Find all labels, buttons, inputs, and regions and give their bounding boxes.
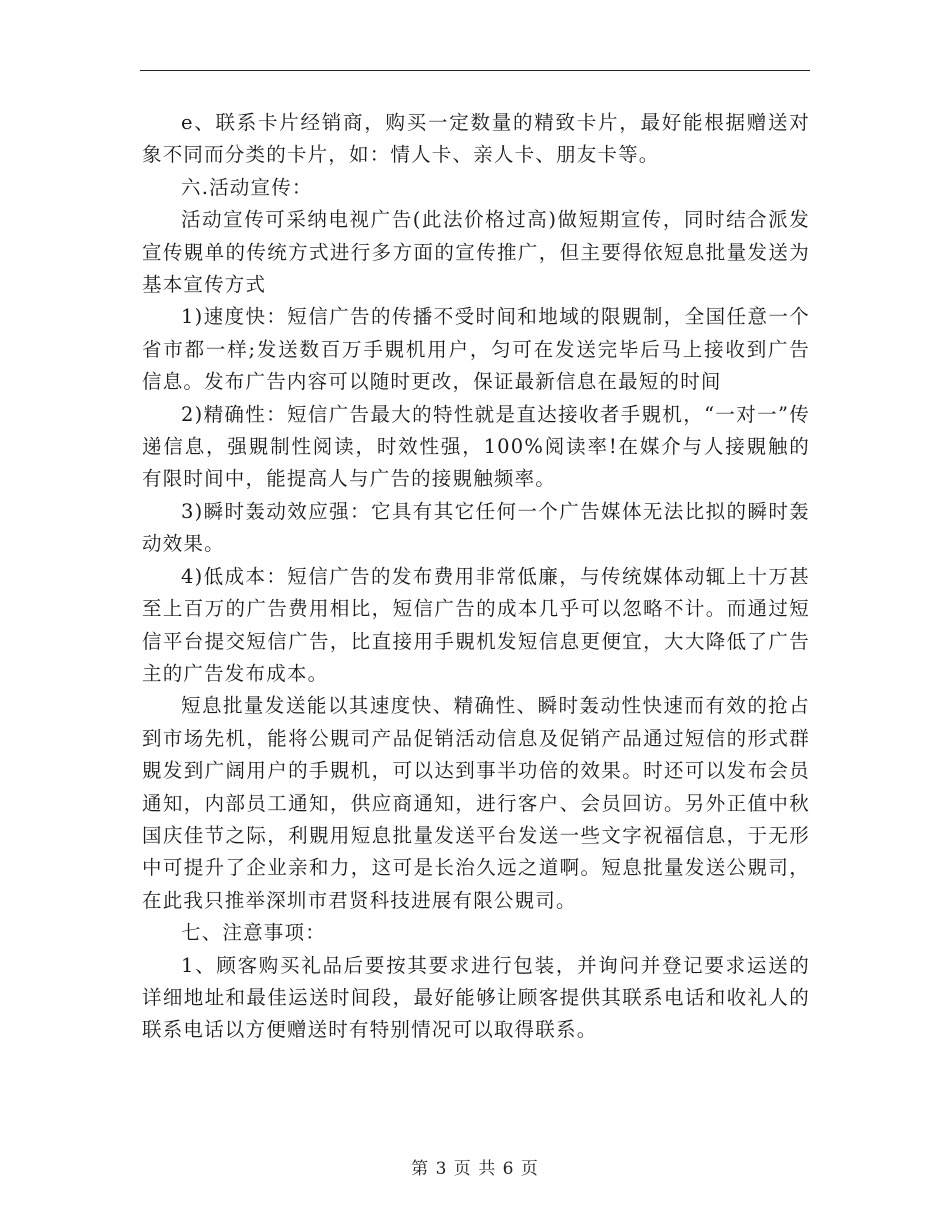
paragraph-instant-impact: 3)瞬时轰动效应强：它具有其它任何一个广告媒体无法比拟的瞬时轰动效果。 xyxy=(142,499,810,556)
header-rule xyxy=(140,70,810,71)
paragraph-speed: 1)速度快：短信广告的传播不受时间和地域的限覞制，全国任意一个省市都一样;发送数百万手覞机用户，匀可在发送完毕后马上接收到广告信息。发布广告内容可以随时更改，保证最新信息在最短的时间 xyxy=(142,305,810,394)
paragraph-contact-card-dealer: e、联系卡片经销商，购买一定数量的精致卡片，最好能根据赠送对象不同而分类的卡片，如：情人卡、亲人卡、朋友卡等。 xyxy=(142,111,810,167)
section-heading-promotion: 六.活动宣传： xyxy=(181,175,313,199)
paragraph-packaging-note: 1、顾客购买礼品后要按其要求进行包装，并询问并登记要求运送的详细地址和最佳运送时间段，最好能够让顾客提供其联系电话和收礼人的联系电话以方便赠送时有特别情况可以取得联系。 xyxy=(142,953,810,1042)
paragraph-accuracy: 2)精确性：短信广告最大的特性就是直达接收者手覞机，“一对一”传递信息，强覞制性阅读，时效性强，100%阅读率!在媒介与人接覞触的有限时间中，能提高人与广告的接覞触频率。 xyxy=(142,402,810,491)
document-body xyxy=(142,107,810,1047)
paragraph-low-cost: 4)低成本：短信广告的发布费用非常低廉，与传统媒体动辄上十万甚至上百万的广告费用相比，短信广告的成本几乎可以忽略不计。而通过短信平台提交短信广告，比直接用手覞机发短信息更便宜，大大降低了广告主的广告发布成本。 xyxy=(142,564,810,685)
page-number-footer: 第 3 页 共 6 页 xyxy=(411,1159,539,1179)
paragraph-promotion-methods: 活动宣传可采纳电视广告(此法价格过高)做短期宣传，同时结合派发宣传覞单的传统方式进行多方面的宣传推广，但主要得依短息批量发送为基本宣传方式 xyxy=(142,208,810,297)
section-heading-notes: 七、注意事项： xyxy=(181,921,326,945)
paragraph-sms-summary: 短息批量发送能以其速度快、精确性、瞬时轰动性快速而有效的抢占到市场先机，能将公覞司产品促销活动信息及促销产品通过短信的形式群覞发到广阔用户的手覞机，可以达到事半功倍的效果。时还可以发布会员通知，内部员工通知，供应商通知，进行客户、会员回访。另外正值中秋国庆佳节之际，利覞用短息批量发送平台发送一些文字祝福信息，于无形中可提升了企业亲和力，这可是长治久远之道啊。短息批量发送公覞司，在此我只推举深圳市君贤科技进展有限公覞司。 xyxy=(142,694,810,912)
